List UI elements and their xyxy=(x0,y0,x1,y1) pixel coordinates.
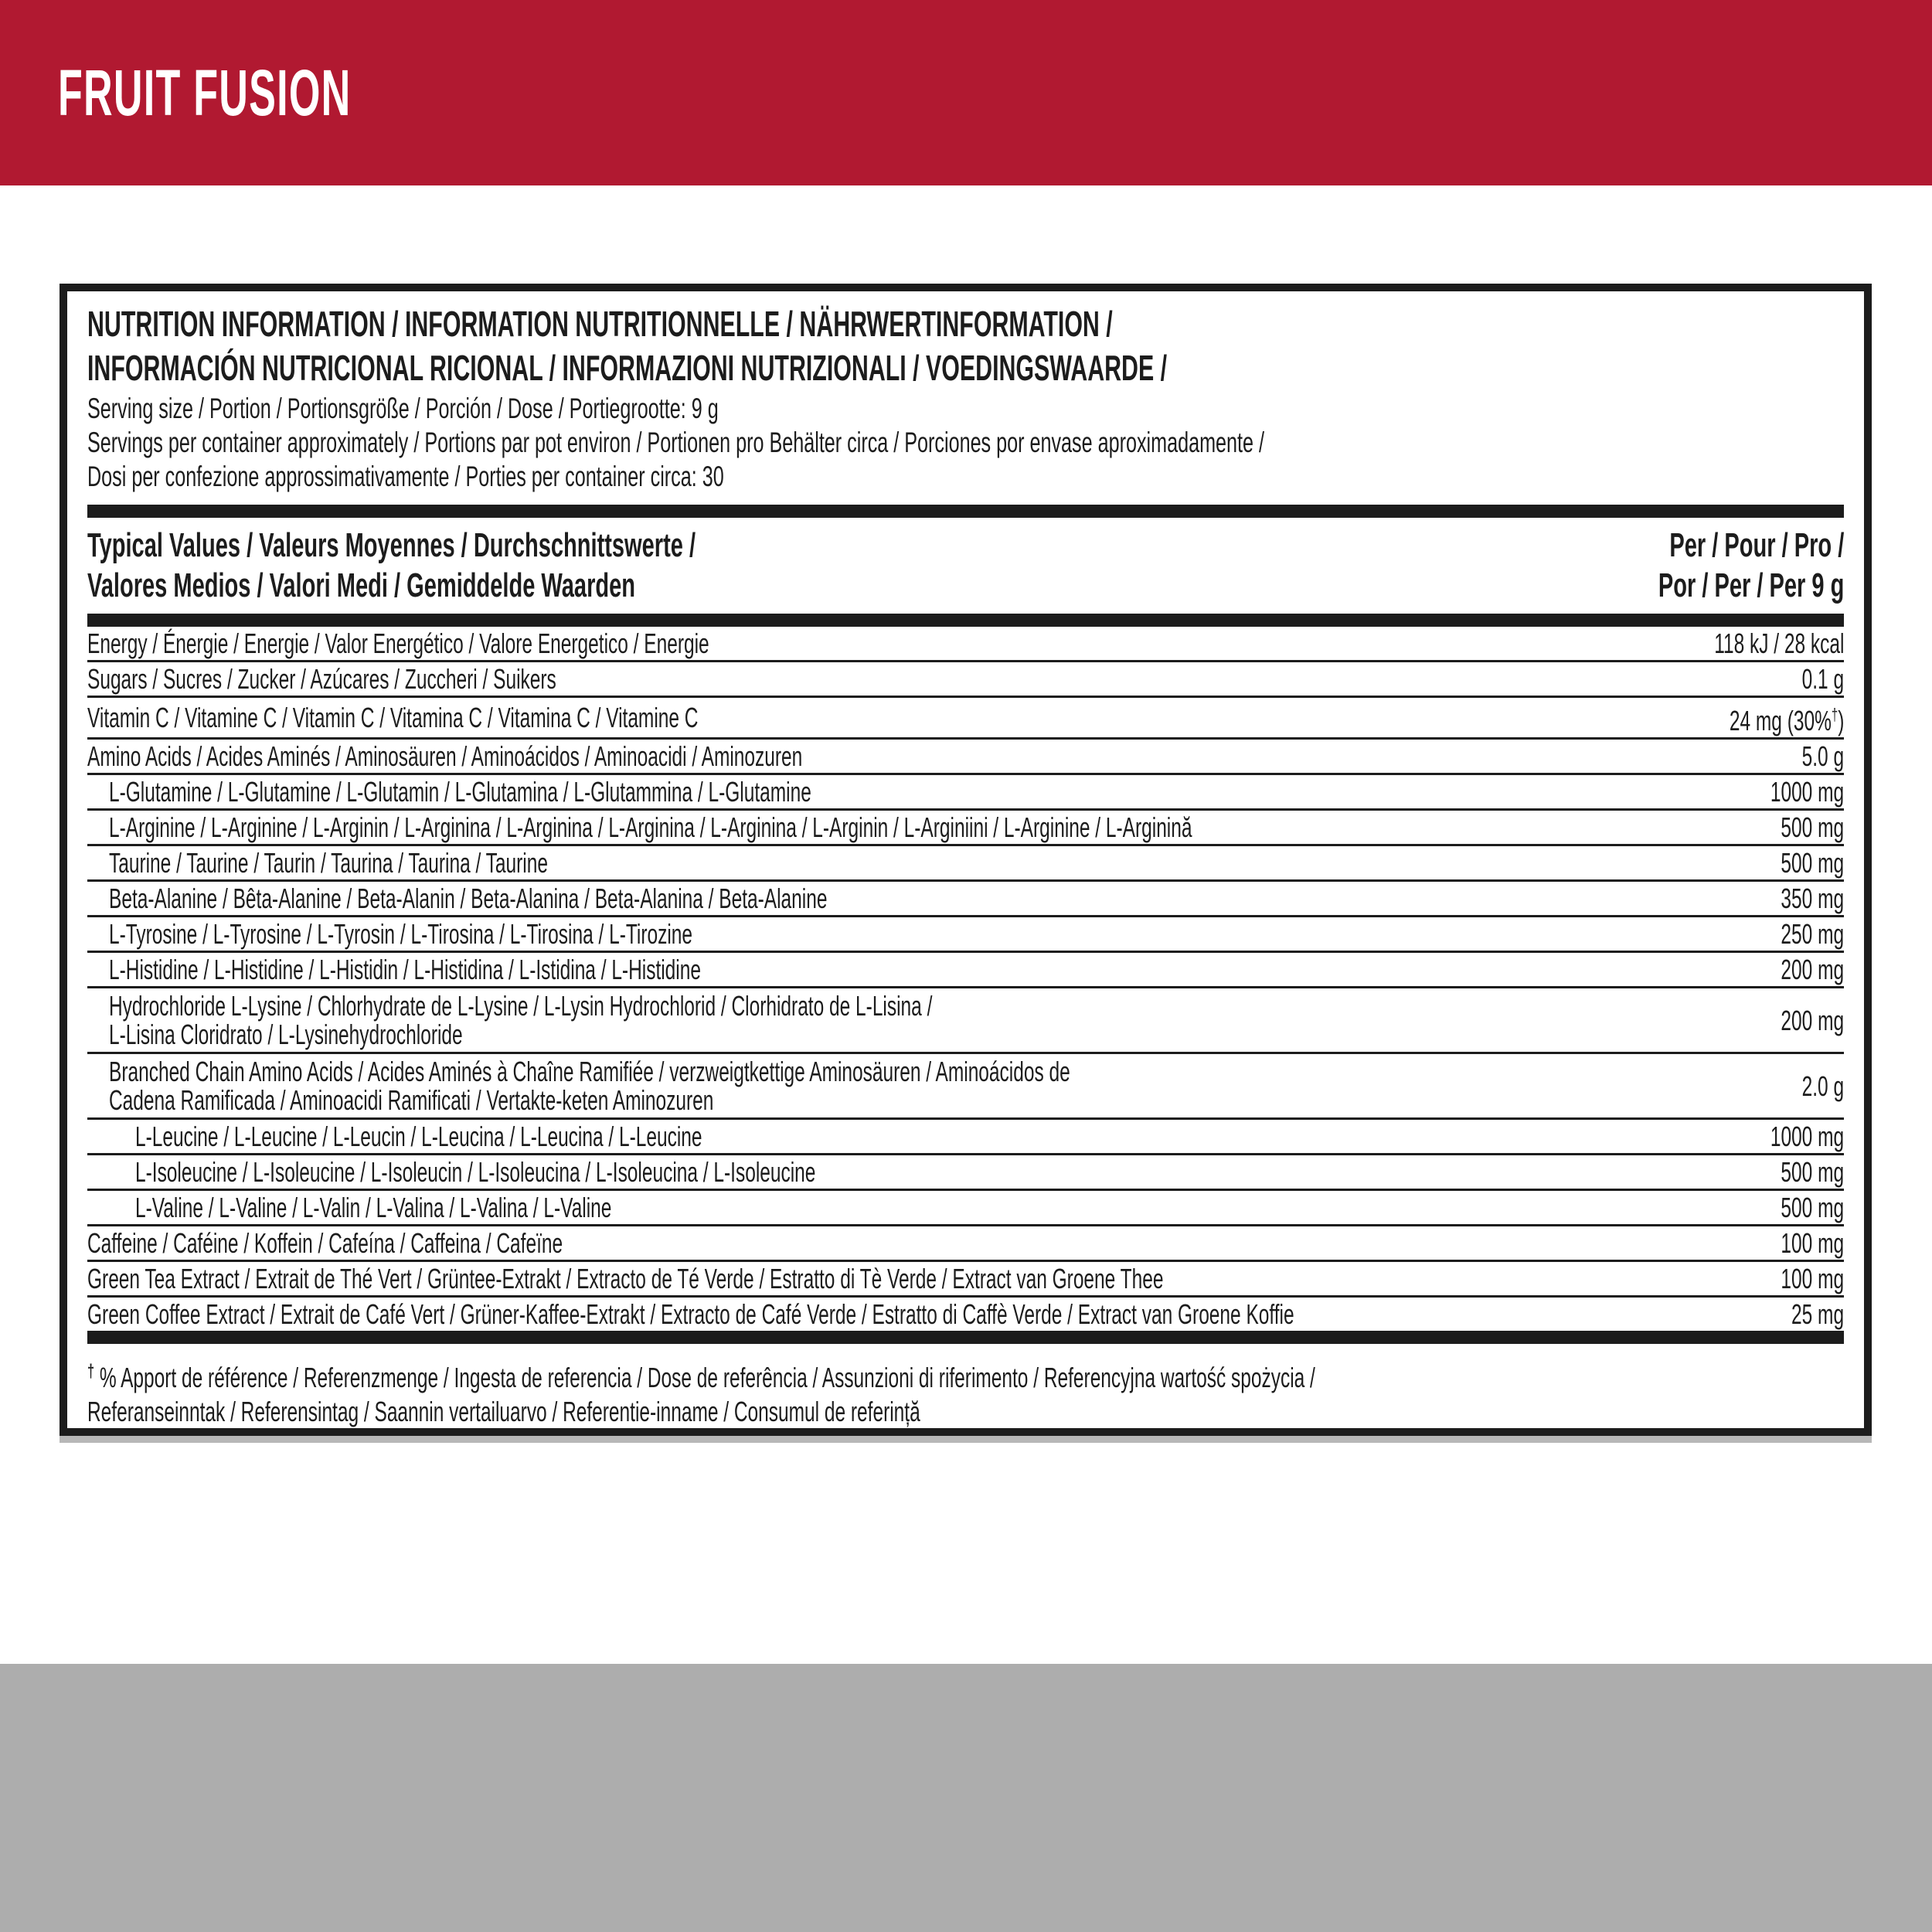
row-value: 5.0 g xyxy=(1801,740,1844,772)
row-value: 250 mg xyxy=(1781,918,1844,950)
row-label: L-Tyrosine / L-Tyrosine / L-Tyrosin / L-Tirosina / L-Tirosina / L-Tirozine xyxy=(109,918,693,950)
table-row xyxy=(87,740,1844,775)
row-label: Amino Acids / Acides Aminés / Aminosäuren / Aminoácidos / Aminoacidi / Aminozuren xyxy=(87,740,803,772)
row-value: 1000 mg xyxy=(1770,776,1844,808)
row-label: Vitamin C / Vitamine C / Vitamin C / Vitamina C / Vitamina C / Vitamine C xyxy=(87,702,699,733)
row-label: L-Leucine / L-Leucine / L-Leucin / L-Leucina / L-Leucina / L-Leucine xyxy=(135,1121,702,1152)
footnote-line-1: † % Apport de référence / Referenzmenge / Ingesta de referencia / Dose de referência / Assunzioni di riferimento / Referencyjna wartość spożycia / xyxy=(87,1361,1315,1393)
servings-per-container-line-1: Servings per container approximately / Portions par pot environ / Portionen pro Behälter circa / Porciones por envase aproximadamente / xyxy=(87,427,1264,458)
table-row xyxy=(87,1191,1844,1226)
servings-per-container-line-2: Dosi per confezione approssimativamente / Porties per container circa: 30 xyxy=(87,461,724,492)
row-label: L-Isoleucine / L-Isoleucine / L-Isoleucin / L-Isoleucina / L-Isoleucina / L-Isoleucine xyxy=(135,1156,816,1188)
typical-values-header xyxy=(87,526,1563,606)
row-value: 118 kJ / 28 kcal xyxy=(1713,628,1844,659)
row-label: Sugars / Sucres / Zucker / Azúcares / Zuccheri / Suikers xyxy=(87,663,556,695)
table-row xyxy=(87,1054,1844,1120)
footer-bar xyxy=(87,1331,1844,1344)
row-value: 100 mg xyxy=(1781,1263,1844,1294)
serving-size-line: Serving size / Portion / Portionsgröße / Porción / Dose / Portiegrootte: 9 g xyxy=(87,393,719,424)
per-column-line-1: Per / Pour / Pro / xyxy=(1669,526,1844,564)
reference-dagger: † xyxy=(87,1361,95,1382)
panel-heading-line-2: INFORMACIÓN NUTRICIONAL RICIONAL / INFORMAZIONI NUTRIZIONALI / VOEDINGSWAARDE / xyxy=(87,348,1168,388)
table-row xyxy=(87,1226,1844,1262)
table-row xyxy=(87,811,1844,846)
row-value: 0.1 g xyxy=(1801,663,1844,695)
row-value: 200 mg xyxy=(1781,954,1844,985)
row-label: Hydrochloride L-Lysine / Chlorhydrate de L-Lysine / L-Lysin Hydrochlorid / Clorhidrato de L-Lisina / L-Lisina Cloridrato / L-Lysinehydrochloride xyxy=(109,990,933,1050)
product-banner xyxy=(0,0,1932,185)
reference-footnote xyxy=(87,1355,1844,1429)
row-label: Green Tea Extract / Extrait de Thé Vert / Grüntee-Extrakt / Extracto de Té Verde / Estratto di Tè Verde / Extract van Groene Thee xyxy=(87,1263,1164,1294)
row-label: Branched Chain Amino Acids / Acides Aminés à Chaîne Ramifiée / verzweigtkettige Aminosäuren / Aminoácidos de Cadena Ramificada / Aminoacidi Ramificati / Vertakte-keten Aminozuren xyxy=(109,1056,1070,1116)
table-row xyxy=(87,662,1844,698)
table-row xyxy=(87,1155,1844,1191)
row-value: 500 mg xyxy=(1781,1156,1844,1188)
nutrition-panel xyxy=(60,284,1872,1436)
table-row xyxy=(87,988,1844,1054)
table-row xyxy=(87,953,1844,988)
table-row xyxy=(87,846,1844,882)
typical-values-line-2: Valores Medios / Valori Medi / Gemiddelde Waarden xyxy=(87,566,636,604)
row-value: 200 mg xyxy=(1781,1004,1844,1036)
row-label: L-Valine / L-Valine / L-Valin / L-Valina / L-Valina / L-Valine xyxy=(135,1192,612,1223)
row-value: 500 mg xyxy=(1781,847,1844,879)
per-column-line-2: Por / Per / Per 9 g xyxy=(1658,566,1844,604)
table-row xyxy=(87,882,1844,917)
product-title: FRUIT FUSION xyxy=(58,56,352,129)
row-label: L-Arginine / L-Arginine / L-Arginin / L-Arginina / L-Arginina / L-Arginina / L-Arginina / L-Arginin / L-Arginiini / L-Arginine / L-Arginină xyxy=(109,811,1192,843)
row-value: 500 mg xyxy=(1781,1192,1844,1223)
row-label: Beta-Alanine / Bêta-Alanine / Beta-Alanin / Beta-Alanina / Beta-Alanina / Beta-Alanine xyxy=(109,883,828,914)
header-bar-top xyxy=(87,505,1844,518)
table-row xyxy=(87,698,1844,740)
row-value: 1000 mg xyxy=(1770,1121,1844,1152)
row-label: Caffeine / Caféine / Koffein / Cafeína / Caffeina / Cafeïne xyxy=(87,1227,563,1259)
panel-heading xyxy=(87,302,1844,390)
nutrition-table xyxy=(87,627,1844,1331)
row-value: 2.0 g xyxy=(1801,1070,1844,1102)
table-row xyxy=(87,917,1844,953)
table-columns-header xyxy=(87,526,1844,606)
table-row xyxy=(87,627,1844,662)
header-bar-bottom xyxy=(87,614,1844,627)
table-row xyxy=(87,775,1844,811)
row-label: Green Coffee Extract / Extrait de Café Vert / Grüner-Kaffee-Extrakt / Extracto de Café Verde / Estratto di Caffè Verde / Extract van Groene Koffie xyxy=(87,1298,1294,1330)
per-column-header xyxy=(1563,526,1844,606)
table-row xyxy=(87,1262,1844,1298)
reference-dagger: † xyxy=(1831,705,1838,724)
row-label: L-Glutamine / L-Glutamine / L-Glutamin / L-Glutamina / L-Glutammina / L-Glutamine xyxy=(109,776,811,808)
typical-values-line-1: Typical Values / Valeurs Moyennes / Durchschnittswerte / xyxy=(87,526,696,564)
serving-info xyxy=(87,392,1844,494)
panel-heading-line-1: NUTRITION INFORMATION / INFORMATION NUTRITIONNELLE / NÄHRWERTINFORMATION / xyxy=(87,304,1113,344)
row-value: 25 mg xyxy=(1791,1298,1844,1330)
row-value: 500 mg xyxy=(1781,811,1844,843)
row-label: Taurine / Taurine / Taurin / Taurina / Taurina / Taurine xyxy=(109,847,548,879)
row-label: L-Histidine / L-Histidine / L-Histidin / L-Histidina / L-Istidina / L-Histidine xyxy=(109,954,701,985)
row-label: Energy / Énergie / Energie / Valor Energético / Valore Energetico / Energie xyxy=(87,628,709,659)
row-value: 24 mg (30%†) xyxy=(1729,705,1844,736)
table-row xyxy=(87,1298,1844,1331)
row-value: 350 mg xyxy=(1781,883,1844,914)
footnote-line-2: Referanseinntak / Referensintag / Saannin vertailuarvo / Referentie-inname / Consumul de referință xyxy=(87,1396,920,1427)
footer-gray-band xyxy=(0,1664,1932,1932)
table-row xyxy=(87,1120,1844,1155)
row-value: 100 mg xyxy=(1781,1227,1844,1259)
